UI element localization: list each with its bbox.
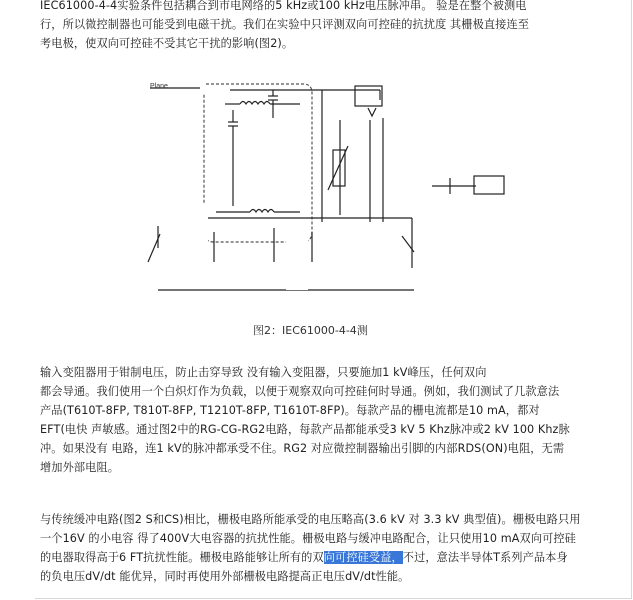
text-segment: 不过，意法半导体T系列产品本身 (402, 551, 568, 564)
erase-mask (196, 204, 208, 284)
text-line: 都会导通。我们使用一个白炽灯作为负载，以便于观察双向可控硅何时导通。例如，我们测试了几款意法 (40, 385, 560, 398)
text-line: EFT(电快 声敏感。通过图2中的RG-CG-RG2电路，每款产品都能承受3 kV 5 Khz脉冲或2 kV 100 Khz脉 (40, 423, 570, 436)
text-line: 考电极，使双向可控硅不受其它干扰的影响(图2)。 (40, 37, 294, 50)
text-line: 冲。如果没有 电路，连1 kV的脉冲都承受不住。RG2 对应微控制器输出引脚的内部RDS(ON)电阻，无需 (40, 442, 565, 455)
text-line: 产品(T610T-8FP, T810T-8FP, T1210T-8FP, T1610T-8FP)。每款产品的栅电流都是10 mA，都对 (40, 404, 540, 417)
erase-mask (286, 240, 308, 290)
text-line: 输入变阻器用于钳制电压，防止击穿导致 没有输入变阻器，只要施加1 kV峰压，任何双向 (40, 366, 487, 379)
erase-mask (318, 222, 388, 262)
text-line: 与传统缓冲电路(图2 S和CS)相比，栅极电路所能承受的电压略高(3.6 kV 对 3.3 kV 典型值)。栅极电路只用 (40, 513, 581, 526)
text-line (40, 548, 615, 567)
text-segment: 的电器取得高于6 FT抗扰性能。栅极电路能够让所有的双 (40, 551, 324, 564)
figure-caption: 图2：IEC61000-4-4测 (253, 324, 368, 337)
text-line: 行，所以微控制器也可能受到电磁干扰。我们在实验中只评测双向可控硅的抗扰度 其栅极直接连至 (40, 18, 530, 31)
text-line: 增加外部电阻。 (40, 461, 120, 474)
text-line: IEC61000-4-4实验条件包括耦合到市电网络的5 kHz或100 kHz电压脉冲串。 验是在整个被测电 (40, 0, 527, 12)
text-line: 的负电压dV/dt 能优异，同时再使用外部栅极电路提高正电压dV/dt性能。 (40, 570, 410, 583)
paragraph-gate-circuit (40, 510, 615, 586)
text-line: 一个16V 的小电容 得了400V大电容器的抗扰性能。栅极电路与缓冲电路配合，让只使用10 mA双向可控硅 (40, 532, 576, 545)
selected-text-highlight[interactable]: 向可控硅受益， (323, 551, 403, 564)
plane-label: Plane (150, 83, 168, 90)
paragraph-varistor (40, 363, 615, 477)
